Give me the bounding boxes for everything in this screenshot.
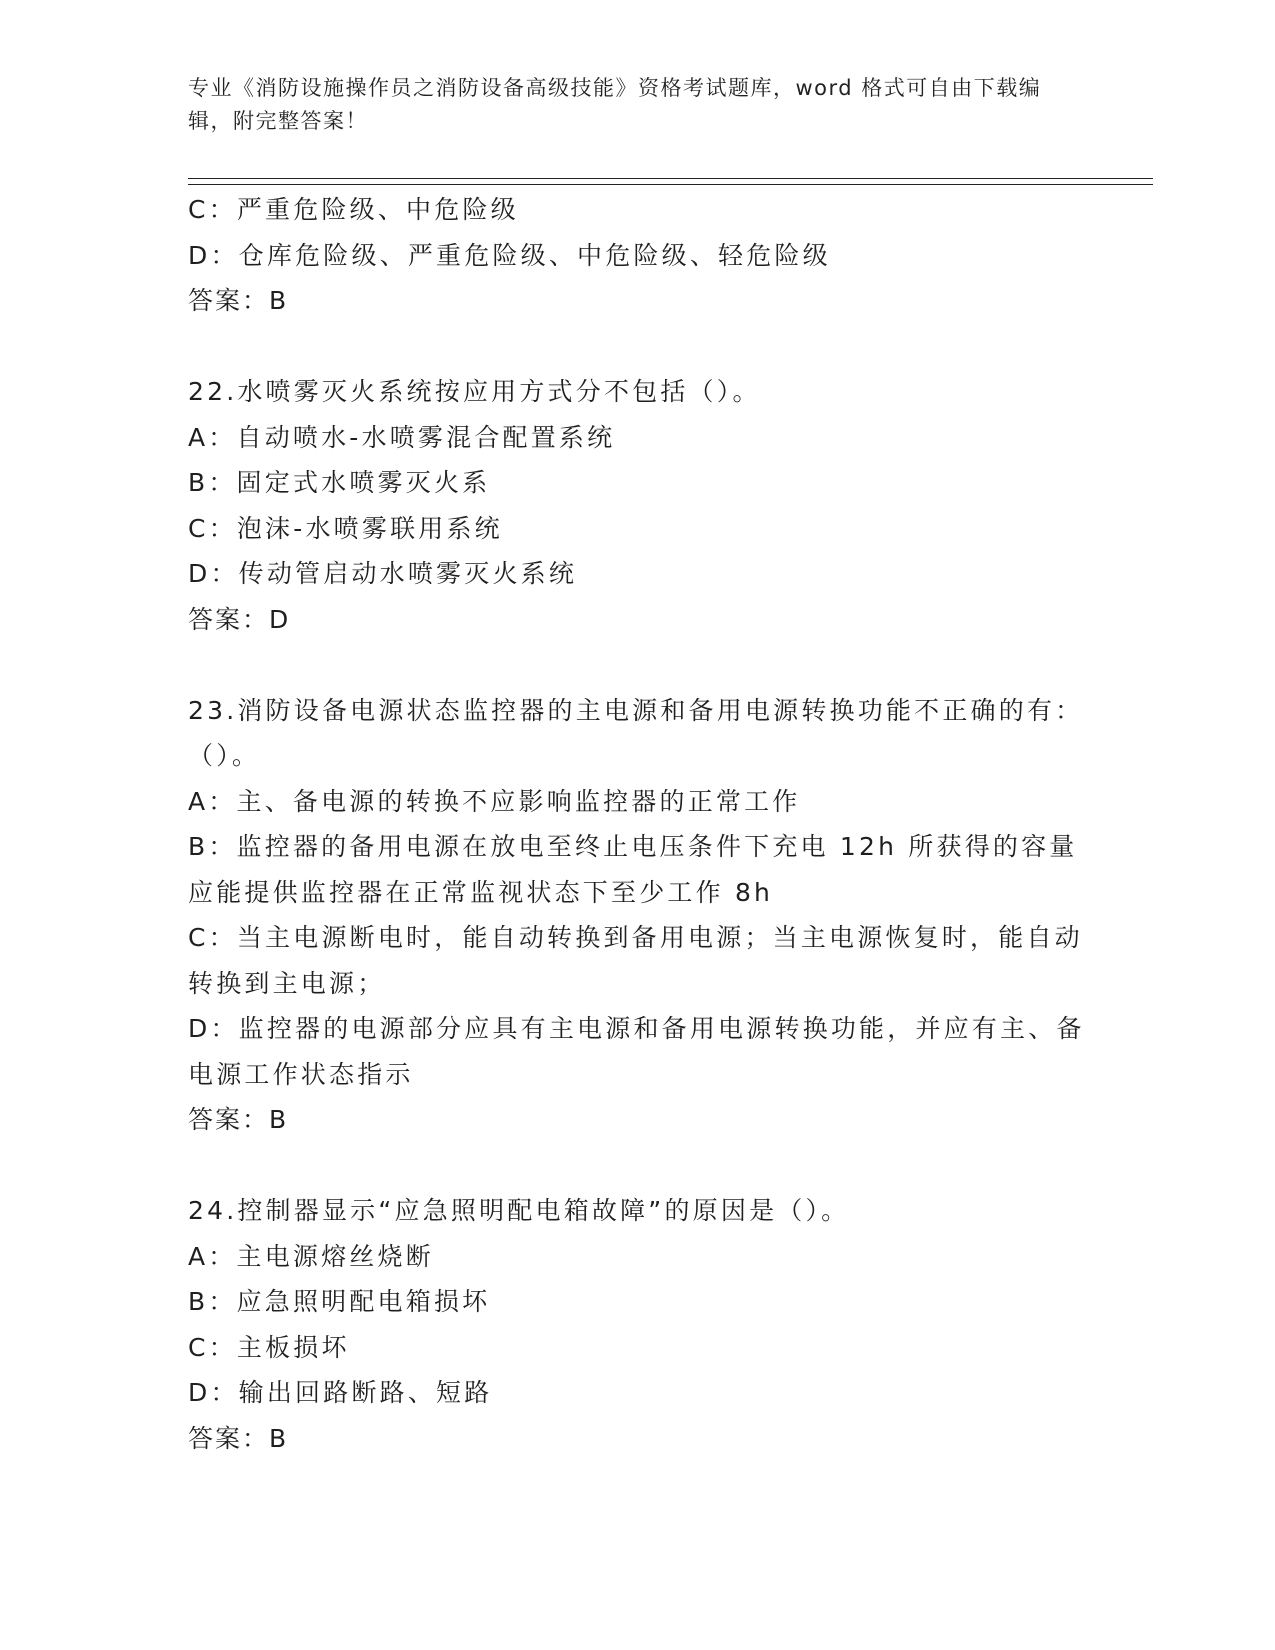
- option-d: D：输出回路断路、短路: [188, 1378, 493, 1407]
- option-c: C：泡沫-水喷雾联用系统: [188, 513, 503, 543]
- question-stem: 22.水喷雾灭火系统按应用方式分不包括（）。: [188, 377, 761, 406]
- option-d: D：仓库危险级、严重危险级、中危险级、轻危险级: [188, 240, 831, 270]
- option-b: B：应急照明配电箱损坏: [188, 1287, 491, 1316]
- header-rule-top: [188, 178, 1153, 179]
- answer: 答案：B: [188, 1423, 289, 1453]
- option-d: D：监控器的电源部分应具有主电源和备用电源转换功能，并应有主、备电源工作状态指示: [188, 1014, 1085, 1089]
- option-d: D：传动管启动水喷雾灭火系统: [188, 559, 578, 588]
- answer: 答案：B: [188, 1105, 289, 1134]
- option-a: A：主、备电源的转换不应影响监控器的正常工作: [188, 786, 801, 816]
- option-b: B：监控器的备用电源在放电至终止电压条件下充电 12h 所获得的容量应能提供监控器在正常监视状态下至少工作 8h: [188, 832, 1078, 907]
- answer: 答案：B: [188, 286, 289, 315]
- option-a: A：自动喷水-水喷雾混合配置系统: [188, 422, 616, 452]
- answer: 答案：D: [188, 604, 291, 634]
- option-c: C：主板损坏: [188, 1332, 350, 1362]
- question-stem: 23.消防设备电源状态监控器的主电源和备用电源转换功能不正确的有：（）。: [188, 695, 1084, 770]
- question-list: [188, 187, 1088, 1461]
- option-b: B：固定式水喷雾灭火系: [188, 468, 491, 497]
- option-c: C：严重危险级、中危险级: [188, 195, 519, 224]
- header-rule-bottom: [188, 184, 1153, 185]
- option-a: A：主电源熔丝烧断: [188, 1241, 434, 1271]
- option-c: C：当主电源断电时，能自动转换到备用电源；当主电源恢复时，能自动转换到主电源；: [188, 923, 1083, 998]
- document-header: 专业《消防设施操作员之消防设备高级技能》资格考试题库，word 格式可自由下载编辑，附完整答案！: [188, 76, 1042, 133]
- question-stem: 24.控制器显示“应急照明配电箱故障”的原因是（）。: [188, 1196, 850, 1225]
